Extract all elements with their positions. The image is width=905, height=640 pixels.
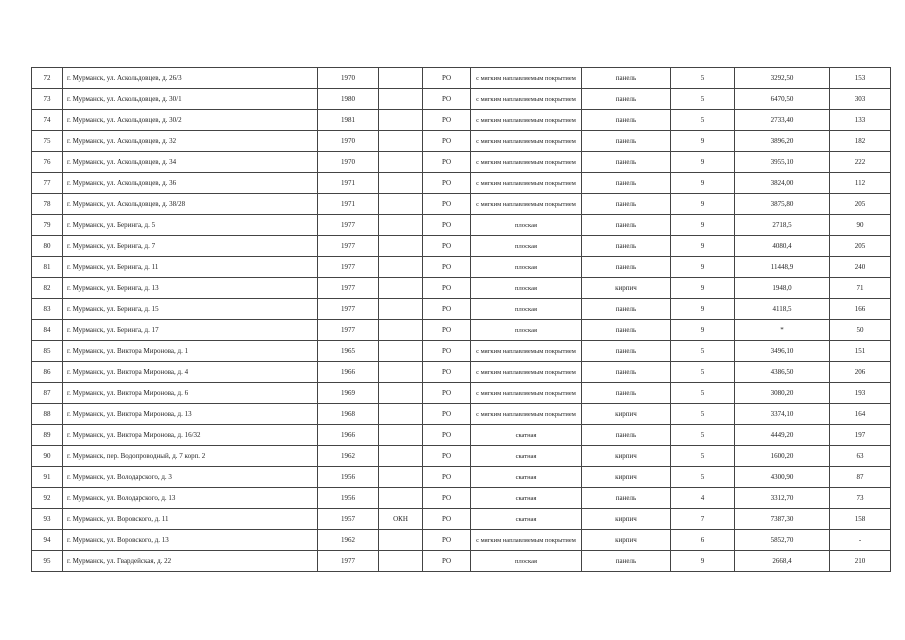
heritage-flag-cell [379, 341, 423, 362]
year-built-cell: 1977 [318, 320, 379, 341]
residents-cell: 112 [830, 173, 891, 194]
ro-cell: РО [423, 110, 471, 131]
wall-material-cell: панель [582, 320, 671, 341]
floors-cell: 5 [671, 404, 735, 425]
heritage-flag-cell [379, 383, 423, 404]
area-cell: 4386,50 [735, 362, 830, 383]
roof-type-cell: с мягким наплавляемым покрытием [471, 68, 582, 89]
ro-cell: РО [423, 257, 471, 278]
floors-cell: 5 [671, 467, 735, 488]
wall-material-cell: панель [582, 131, 671, 152]
table-row [32, 383, 891, 404]
table-row [32, 509, 891, 530]
ro-cell: РО [423, 68, 471, 89]
year-built-cell: 1962 [318, 446, 379, 467]
ro-cell: РО [423, 194, 471, 215]
roof-type-cell: плоская [471, 299, 582, 320]
roof-type-cell: с мягким наплавляемым покрытием [471, 194, 582, 215]
table-row [32, 551, 891, 572]
row-number-cell: 75 [32, 131, 63, 152]
residents-cell: 193 [830, 383, 891, 404]
heritage-flag-cell [379, 404, 423, 425]
area-cell: 3374,10 [735, 404, 830, 425]
table-row [32, 236, 891, 257]
floors-cell: 9 [671, 551, 735, 572]
wall-material-cell: панель [582, 110, 671, 131]
table-row [32, 68, 891, 89]
residents-cell: 166 [830, 299, 891, 320]
ro-cell: РО [423, 446, 471, 467]
heritage-flag-cell [379, 320, 423, 341]
table-row [32, 299, 891, 320]
address-cell: г. Мурманск, ул. Виктора Миронова, д. 13 [63, 404, 318, 425]
table-row [32, 257, 891, 278]
floors-cell: 5 [671, 89, 735, 110]
ro-cell: РО [423, 530, 471, 551]
wall-material-cell: панель [582, 89, 671, 110]
ro-cell: РО [423, 425, 471, 446]
row-number-cell: 81 [32, 257, 63, 278]
floors-cell: 5 [671, 362, 735, 383]
heritage-flag-cell [379, 194, 423, 215]
address-cell: г. Мурманск, ул. Аскольдовцев, д. 36 [63, 173, 318, 194]
ro-cell: РО [423, 89, 471, 110]
row-number-cell: 83 [32, 299, 63, 320]
year-built-cell: 1956 [318, 488, 379, 509]
heritage-flag-cell [379, 299, 423, 320]
table-row [32, 446, 891, 467]
ro-cell: РО [423, 404, 471, 425]
row-number-cell: 74 [32, 110, 63, 131]
floors-cell: 9 [671, 299, 735, 320]
address-cell: г. Мурманск, ул. Беринга, д. 5 [63, 215, 318, 236]
area-cell: 11448,9 [735, 257, 830, 278]
residents-cell: 222 [830, 152, 891, 173]
row-number-cell: 82 [32, 278, 63, 299]
address-cell: г. Мурманск, ул. Аскольдовцев, д. 38/28 [63, 194, 318, 215]
roof-type-cell: с мягким наплавляемым покрытием [471, 152, 582, 173]
ro-cell: РО [423, 362, 471, 383]
row-number-cell: 89 [32, 425, 63, 446]
floors-cell: 5 [671, 383, 735, 404]
area-cell: 3292,50 [735, 68, 830, 89]
roof-type-cell: скатная [471, 467, 582, 488]
residents-cell: 87 [830, 467, 891, 488]
address-cell: г. Мурманск, ул. Володарского, д. 13 [63, 488, 318, 509]
address-cell: г. Мурманск, ул. Беринга, д. 7 [63, 236, 318, 257]
roof-type-cell: плоская [471, 257, 582, 278]
table-row [32, 341, 891, 362]
floors-cell: 9 [671, 278, 735, 299]
wall-material-cell: панель [582, 299, 671, 320]
ro-cell: РО [423, 299, 471, 320]
table-row [32, 194, 891, 215]
heritage-flag-cell [379, 362, 423, 383]
year-built-cell: 1970 [318, 131, 379, 152]
year-built-cell: 1977 [318, 257, 379, 278]
residents-cell: 158 [830, 509, 891, 530]
ro-cell: РО [423, 131, 471, 152]
year-built-cell: 1966 [318, 425, 379, 446]
roof-type-cell: плоская [471, 278, 582, 299]
year-built-cell: 1971 [318, 173, 379, 194]
wall-material-cell: кирпич [582, 446, 671, 467]
floors-cell: 5 [671, 446, 735, 467]
address-cell: г. Мурманск, ул. Виктора Миронова, д. 6 [63, 383, 318, 404]
heritage-flag-cell [379, 89, 423, 110]
roof-type-cell: плоская [471, 320, 582, 341]
floors-cell: 9 [671, 320, 735, 341]
area-cell: 1600,20 [735, 446, 830, 467]
residents-cell: 71 [830, 278, 891, 299]
ro-cell: РО [423, 278, 471, 299]
row-number-cell: 90 [32, 446, 63, 467]
table-row [32, 488, 891, 509]
wall-material-cell: панель [582, 551, 671, 572]
year-built-cell: 1966 [318, 362, 379, 383]
row-number-cell: 87 [32, 383, 63, 404]
residents-cell: - [830, 530, 891, 551]
address-cell: г. Мурманск, ул. Беринга, д. 17 [63, 320, 318, 341]
year-built-cell: 1965 [318, 341, 379, 362]
residents-cell: 210 [830, 551, 891, 572]
address-cell: г. Мурманск, ул. Беринга, д. 11 [63, 257, 318, 278]
heritage-flag-cell [379, 488, 423, 509]
row-number-cell: 86 [32, 362, 63, 383]
year-built-cell: 1956 [318, 467, 379, 488]
floors-cell: 9 [671, 152, 735, 173]
roof-type-cell: скатная [471, 488, 582, 509]
table-body [32, 68, 891, 572]
heritage-flag-cell [379, 257, 423, 278]
ro-cell: РО [423, 215, 471, 236]
ro-cell: РО [423, 467, 471, 488]
table-row [32, 110, 891, 131]
row-number-cell: 93 [32, 509, 63, 530]
heritage-flag-cell [379, 236, 423, 257]
year-built-cell: 1977 [318, 236, 379, 257]
year-built-cell: 1957 [318, 509, 379, 530]
heritage-flag-cell [379, 110, 423, 131]
row-number-cell: 85 [32, 341, 63, 362]
residents-cell: 197 [830, 425, 891, 446]
row-number-cell: 79 [32, 215, 63, 236]
heritage-flag-cell [379, 278, 423, 299]
row-number-cell: 88 [32, 404, 63, 425]
roof-type-cell: с мягким наплавляемым покрытием [471, 383, 582, 404]
residents-cell: 206 [830, 362, 891, 383]
address-cell: г. Мурманск, ул. Гвардейская, д. 22 [63, 551, 318, 572]
row-number-cell: 77 [32, 173, 63, 194]
area-cell: 6470,50 [735, 89, 830, 110]
floors-cell: 9 [671, 215, 735, 236]
roof-type-cell: плоская [471, 215, 582, 236]
row-number-cell: 73 [32, 89, 63, 110]
heritage-flag-cell [379, 173, 423, 194]
roof-type-cell: плоская [471, 236, 582, 257]
wall-material-cell: панель [582, 425, 671, 446]
heritage-flag-cell [379, 530, 423, 551]
table-row [32, 152, 891, 173]
heritage-flag-cell [379, 131, 423, 152]
roof-type-cell: скатная [471, 425, 582, 446]
roof-type-cell: с мягким наплавляемым покрытием [471, 173, 582, 194]
floors-cell: 6 [671, 530, 735, 551]
year-built-cell: 1977 [318, 551, 379, 572]
address-cell: г. Мурманск, ул. Беринга, д. 13 [63, 278, 318, 299]
floors-cell: 7 [671, 509, 735, 530]
area-cell: 4118,5 [735, 299, 830, 320]
ro-cell: РО [423, 488, 471, 509]
housing-register-sheet [31, 67, 891, 572]
housing-register-table [31, 67, 891, 572]
residents-cell: 73 [830, 488, 891, 509]
ro-cell: РО [423, 383, 471, 404]
wall-material-cell: панель [582, 236, 671, 257]
roof-type-cell: скатная [471, 446, 582, 467]
residents-cell: 182 [830, 131, 891, 152]
table-row [32, 467, 891, 488]
floors-cell: 5 [671, 341, 735, 362]
wall-material-cell: панель [582, 152, 671, 173]
year-built-cell: 1968 [318, 404, 379, 425]
wall-material-cell: панель [582, 173, 671, 194]
area-cell: 4300,90 [735, 467, 830, 488]
wall-material-cell: панель [582, 341, 671, 362]
area-cell: 3875,80 [735, 194, 830, 215]
year-built-cell: 1977 [318, 299, 379, 320]
wall-material-cell: панель [582, 68, 671, 89]
residents-cell: 63 [830, 446, 891, 467]
floors-cell: 9 [671, 173, 735, 194]
heritage-flag-cell [379, 425, 423, 446]
ro-cell: РО [423, 551, 471, 572]
area-cell: 2718,5 [735, 215, 830, 236]
area-cell: * [735, 320, 830, 341]
address-cell: г. Мурманск, ул. Аскольдовцев, д. 26/3 [63, 68, 318, 89]
area-cell: 3080,20 [735, 383, 830, 404]
residents-cell: 151 [830, 341, 891, 362]
area-cell: 2733,40 [735, 110, 830, 131]
area-cell: 1948,0 [735, 278, 830, 299]
area-cell: 3896,20 [735, 131, 830, 152]
floors-cell: 5 [671, 425, 735, 446]
roof-type-cell: с мягким наплавляемым покрытием [471, 404, 582, 425]
wall-material-cell: панель [582, 488, 671, 509]
table-row [32, 131, 891, 152]
address-cell: г. Мурманск, ул. Виктора Миронова, д. 4 [63, 362, 318, 383]
table-row [32, 89, 891, 110]
roof-type-cell: с мягким наплавляемым покрытием [471, 89, 582, 110]
ro-cell: РО [423, 341, 471, 362]
floors-cell: 9 [671, 257, 735, 278]
residents-cell: 133 [830, 110, 891, 131]
area-cell: 4449,20 [735, 425, 830, 446]
year-built-cell: 1980 [318, 89, 379, 110]
year-built-cell: 1977 [318, 215, 379, 236]
heritage-flag-cell [379, 215, 423, 236]
floors-cell: 9 [671, 131, 735, 152]
address-cell: г. Мурманск, ул. Аскольдовцев, д. 34 [63, 152, 318, 173]
residents-cell: 303 [830, 89, 891, 110]
area-cell: 3824,00 [735, 173, 830, 194]
residents-cell: 50 [830, 320, 891, 341]
wall-material-cell: панель [582, 257, 671, 278]
area-cell: 3496,10 [735, 341, 830, 362]
table-row [32, 362, 891, 383]
roof-type-cell: с мягким наплавляемым покрытием [471, 110, 582, 131]
wall-material-cell: панель [582, 215, 671, 236]
address-cell: г. Мурманск, ул. Аскольдовцев, д. 32 [63, 131, 318, 152]
row-number-cell: 76 [32, 152, 63, 173]
area-cell: 4080,4 [735, 236, 830, 257]
table-row [32, 173, 891, 194]
year-built-cell: 1977 [318, 278, 379, 299]
table-row [32, 530, 891, 551]
area-cell: 3312,70 [735, 488, 830, 509]
row-number-cell: 80 [32, 236, 63, 257]
wall-material-cell: кирпич [582, 278, 671, 299]
year-built-cell: 1970 [318, 152, 379, 173]
roof-type-cell: с мягким наплавляемым покрытием [471, 131, 582, 152]
address-cell: г. Мурманск, ул. Беринга, д. 15 [63, 299, 318, 320]
address-cell: г. Мурманск, ул. Воровского, д. 13 [63, 530, 318, 551]
table-row [32, 404, 891, 425]
floors-cell: 9 [671, 236, 735, 257]
ro-cell: РО [423, 152, 471, 173]
area-cell: 7387,30 [735, 509, 830, 530]
address-cell: г. Мурманск, ул. Аскольдовцев, д. 30/1 [63, 89, 318, 110]
year-built-cell: 1969 [318, 383, 379, 404]
heritage-flag-cell [379, 68, 423, 89]
row-number-cell: 95 [32, 551, 63, 572]
wall-material-cell: панель [582, 362, 671, 383]
wall-material-cell: панель [582, 194, 671, 215]
address-cell: г. Мурманск, ул. Володарского, д. 3 [63, 467, 318, 488]
floors-cell: 4 [671, 488, 735, 509]
wall-material-cell: кирпич [582, 509, 671, 530]
roof-type-cell: с мягким наплавляемым покрытием [471, 341, 582, 362]
wall-material-cell: кирпич [582, 467, 671, 488]
roof-type-cell: с мягким наплавляемым покрытием [471, 362, 582, 383]
heritage-flag-cell [379, 446, 423, 467]
residents-cell: 205 [830, 194, 891, 215]
table-row [32, 320, 891, 341]
area-cell: 2668,4 [735, 551, 830, 572]
floors-cell: 5 [671, 110, 735, 131]
row-number-cell: 78 [32, 194, 63, 215]
area-cell: 5852,70 [735, 530, 830, 551]
roof-type-cell: плоская [471, 551, 582, 572]
address-cell: г. Мурманск, ул. Аскольдовцев, д. 30/2 [63, 110, 318, 131]
residents-cell: 90 [830, 215, 891, 236]
year-built-cell: 1962 [318, 530, 379, 551]
wall-material-cell: кирпич [582, 530, 671, 551]
row-number-cell: 91 [32, 467, 63, 488]
residents-cell: 164 [830, 404, 891, 425]
table-row [32, 215, 891, 236]
wall-material-cell: панель [582, 383, 671, 404]
ro-cell: РО [423, 320, 471, 341]
ro-cell: РО [423, 509, 471, 530]
floors-cell: 9 [671, 194, 735, 215]
row-number-cell: 84 [32, 320, 63, 341]
residents-cell: 240 [830, 257, 891, 278]
address-cell: г. Мурманск, ул. Виктора Миронова, д. 1 [63, 341, 318, 362]
year-built-cell: 1971 [318, 194, 379, 215]
ro-cell: РО [423, 236, 471, 257]
table-row [32, 425, 891, 446]
address-cell: г. Мурманск, ул. Виктора Миронова, д. 16/32 [63, 425, 318, 446]
floors-cell: 5 [671, 68, 735, 89]
roof-type-cell: скатная [471, 509, 582, 530]
wall-material-cell: кирпич [582, 404, 671, 425]
residents-cell: 153 [830, 68, 891, 89]
year-built-cell: 1970 [318, 68, 379, 89]
address-cell: г. Мурманск, пер. Водопроводный, д. 7 корп. 2 [63, 446, 318, 467]
ro-cell: РО [423, 173, 471, 194]
roof-type-cell: с мягким наплавляемым покрытием [471, 530, 582, 551]
row-number-cell: 94 [32, 530, 63, 551]
address-cell: г. Мурманск, ул. Воровского, д. 11 [63, 509, 318, 530]
row-number-cell: 92 [32, 488, 63, 509]
table-row [32, 278, 891, 299]
row-number-cell: 72 [32, 68, 63, 89]
area-cell: 3955,10 [735, 152, 830, 173]
year-built-cell: 1981 [318, 110, 379, 131]
heritage-flag-cell [379, 467, 423, 488]
heritage-flag-cell: ОКН [379, 509, 423, 530]
heritage-flag-cell [379, 152, 423, 173]
residents-cell: 205 [830, 236, 891, 257]
heritage-flag-cell [379, 551, 423, 572]
